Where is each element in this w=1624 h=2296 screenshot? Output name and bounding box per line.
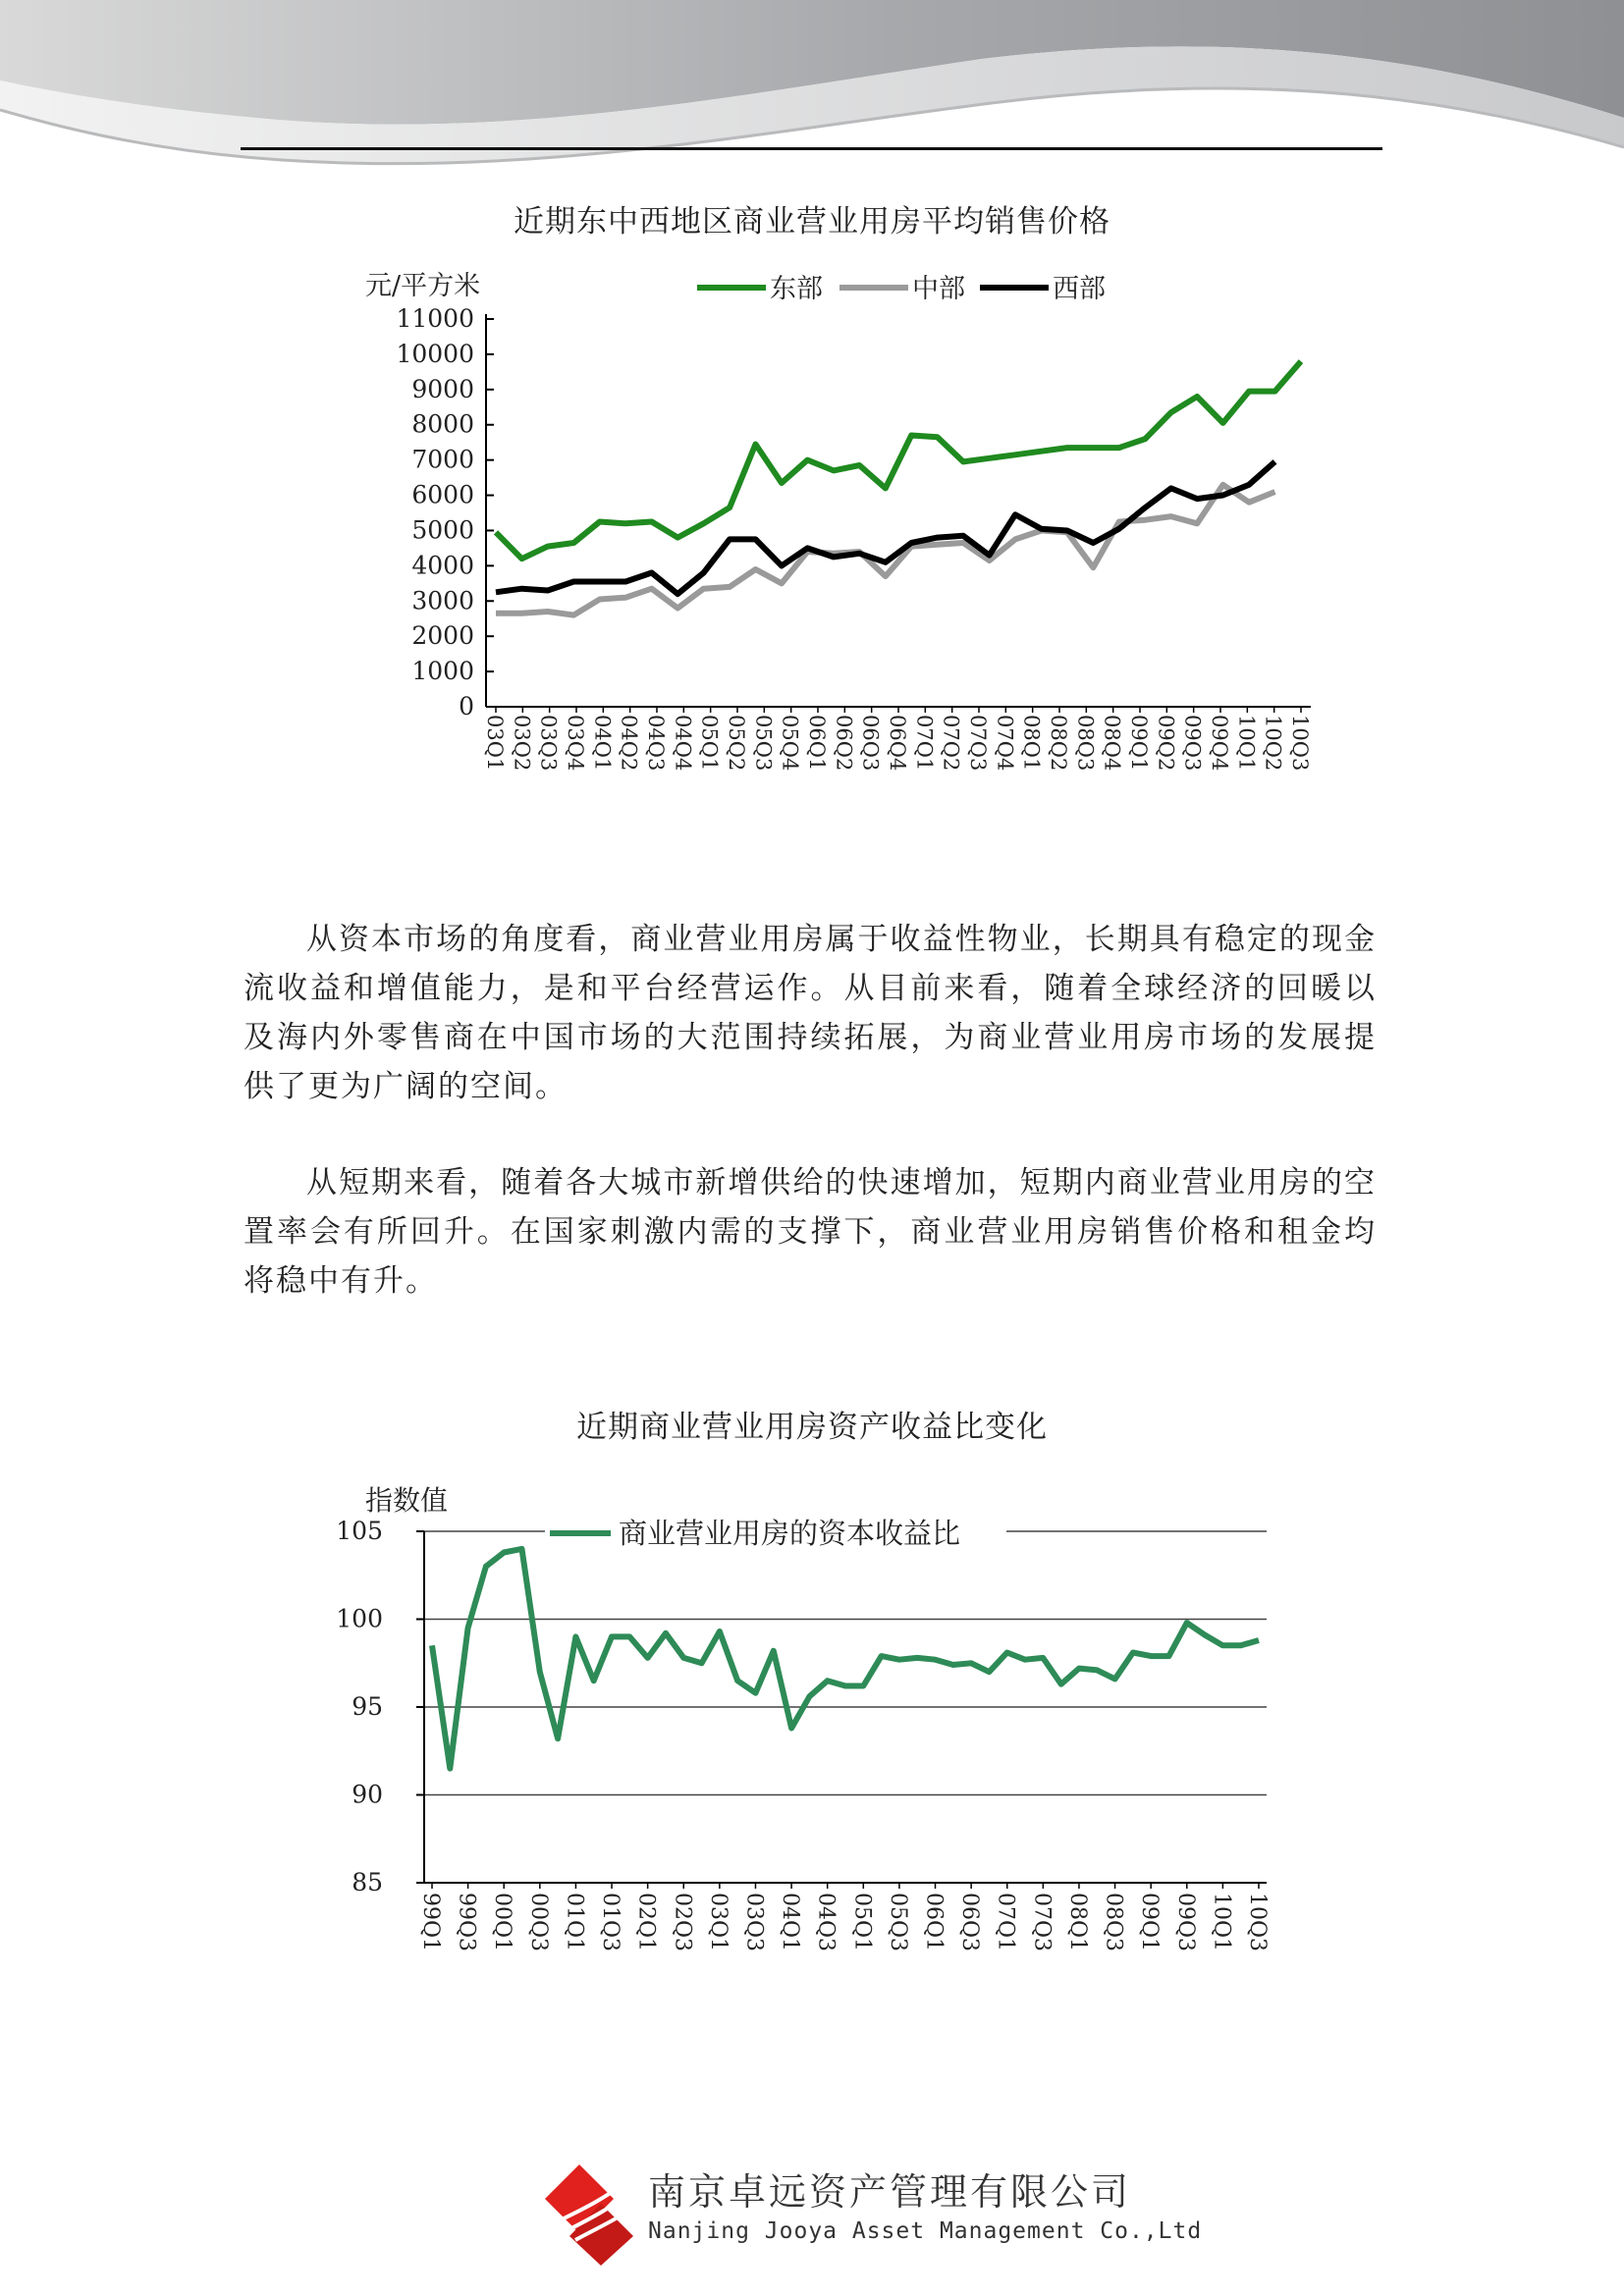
chart1-xtick-label: 07Q1 xyxy=(912,715,937,772)
chart2-xtick-label: 02Q3 xyxy=(670,1893,695,1952)
chart1-ytick-label: 4000 xyxy=(411,551,474,580)
chart2-xtick-label: 07Q1 xyxy=(993,1893,1018,1952)
chart1-ytick-label: 11000 xyxy=(396,304,474,333)
chart2-xtick-label: 04Q3 xyxy=(813,1893,839,1952)
chart1-xtick-label: 06Q2 xyxy=(832,715,856,772)
chart1-xtick-label: 09Q3 xyxy=(1180,715,1205,772)
chart1-xtick-label: 09Q1 xyxy=(1127,715,1151,772)
paragraph-capital-market: 从资本市场的角度看，商业营业用房属于收益性物业，长期具有稳定的现金流收益和增值能力，是和平台经营运作。从目前来看，随着全球经济的回暖以及海内外零售商在中国市场的大范围持续拓展，为商业营业用房市场的发展提供了更为广阔的空间。 xyxy=(244,922,1377,1104)
chart1-xtick-label: 07Q2 xyxy=(939,715,963,772)
chart2-xtick-label: 01Q3 xyxy=(598,1893,623,1952)
chart2-ytick-label: 105 xyxy=(336,1517,383,1545)
chart1-xtick-label: 05Q2 xyxy=(725,715,748,772)
chart1-ytick-label: 6000 xyxy=(411,480,474,509)
chart1-xtick-label: 05Q3 xyxy=(751,715,776,772)
chart1-xtick-label: 09Q4 xyxy=(1208,715,1231,772)
chart2-xtick-label: 06Q1 xyxy=(921,1893,947,1952)
chart2-yield-ratio-line-chart xyxy=(0,1472,1624,2002)
chart1-ytick-label: 5000 xyxy=(411,515,474,545)
chart1-title: 近期东中西地区商业营业用房平均销售价格 xyxy=(514,204,1110,240)
chart2-xtick-label: 02Q1 xyxy=(633,1893,659,1952)
chart1-xtick-label: 03Q3 xyxy=(536,715,561,772)
chart1-xtick-label: 09Q2 xyxy=(1154,715,1178,772)
chart1-xtick-label: 08Q4 xyxy=(1100,715,1124,772)
chart1-xtick-label: 03Q1 xyxy=(483,715,507,772)
chart1-xtick-label: 08Q2 xyxy=(1047,715,1070,772)
chart2-ytick-label: 95 xyxy=(352,1692,383,1721)
chart1-series-line-0 xyxy=(496,361,1301,559)
company-name-cn: 南京卓远资产管理有限公司 xyxy=(648,2170,1132,2214)
chart2-xtick-label: 09Q3 xyxy=(1172,1893,1198,1952)
chart2-xtick-label: 05Q1 xyxy=(849,1893,875,1952)
chart2-title: 近期商业营业用房资产收益比变化 xyxy=(576,1410,1048,1445)
chart2-ytick-label: 85 xyxy=(352,1868,383,1896)
chart2-xtick-label: 01Q1 xyxy=(562,1893,587,1952)
chart1-xtick-label: 03Q2 xyxy=(510,715,534,772)
chart1-price-line-chart xyxy=(0,255,1624,805)
chart1-xtick-label: 06Q1 xyxy=(805,715,829,772)
chart1-ytick-label: 9000 xyxy=(411,374,474,403)
chart2-ylabel: 指数值 xyxy=(365,1484,449,1517)
header-rule xyxy=(241,147,1382,150)
chart1-xtick-label: 04Q1 xyxy=(590,715,615,772)
chart1-xtick-label: 05Q4 xyxy=(778,715,802,772)
chart2-xtick-label: 05Q3 xyxy=(885,1893,910,1952)
chart1-xtick-label: 03Q4 xyxy=(564,715,587,772)
chart1-ytick-label: 7000 xyxy=(411,445,474,474)
chart2-xtick-label: 09Q1 xyxy=(1137,1893,1163,1952)
chart1-ylabel: 元/平方米 xyxy=(365,271,481,301)
chart2-xtick-label: 03Q1 xyxy=(705,1893,731,1952)
chart1-ytick-label: 2000 xyxy=(411,621,474,651)
chart2-xtick-label: 06Q3 xyxy=(957,1893,983,1952)
chart1-xtick-label: 08Q3 xyxy=(1073,715,1098,772)
chart1-xtick-label: 10Q1 xyxy=(1234,715,1259,772)
chart1-legend-label: 西部 xyxy=(1053,274,1106,304)
company-name-en: Nanjing Jooya Asset Management Co.,Ltd xyxy=(648,2218,1203,2244)
chart1-ytick-label: 3000 xyxy=(411,586,474,615)
chart2-xtick-label: 08Q1 xyxy=(1064,1893,1090,1952)
chart1-ytick-label: 1000 xyxy=(411,657,474,686)
chart2-legend-label: 商业营业用房的资本收益比 xyxy=(619,1517,961,1550)
chart1-xtick-label: 04Q2 xyxy=(617,715,641,772)
chart2-xtick-label: 07Q3 xyxy=(1029,1893,1055,1952)
red-diamond-logo-icon xyxy=(540,2160,648,2268)
chart2-xtick-label: 99Q1 xyxy=(418,1893,443,1952)
chart1-xtick-label: 05Q1 xyxy=(697,715,722,772)
chart1-ytick-label: 10000 xyxy=(396,339,474,368)
chart1-xtick-label: 08Q1 xyxy=(1019,715,1044,772)
chart1-xtick-label: 06Q4 xyxy=(886,715,909,772)
chart1-xtick-label: 07Q3 xyxy=(966,715,990,772)
chart2-xtick-label: 00Q3 xyxy=(525,1893,551,1952)
chart2-xtick-label: 10Q1 xyxy=(1209,1893,1234,1952)
paragraph-short-term: 从短期来看，随着各大城市新增供给的快速增加，短期内商业营业用房的空置率会有所回升。在国家刺激内需的支撑下，商业营业用房销售价格和租金均将稳中有升。 xyxy=(244,1165,1377,1299)
chart1-legend-label: 东部 xyxy=(770,274,823,304)
chart2-xtick-label: 10Q3 xyxy=(1245,1893,1270,1952)
chart1-ytick-label: 0 xyxy=(459,692,474,721)
chart1-series-line-1 xyxy=(496,485,1275,615)
chart1-xtick-label: 10Q3 xyxy=(1288,715,1312,772)
chart1-xtick-label: 04Q4 xyxy=(671,715,695,772)
chart2-xtick-label: 99Q3 xyxy=(454,1893,479,1952)
chart1-xtick-label: 10Q2 xyxy=(1261,715,1285,772)
chart2-series-line xyxy=(432,1549,1259,1769)
footer xyxy=(540,2160,1203,2268)
chart1-legend-label: 中部 xyxy=(912,274,965,304)
chart2-ytick-label: 90 xyxy=(352,1780,383,1809)
chart2-xtick-label: 03Q3 xyxy=(741,1893,767,1952)
chart1-xtick-label: 07Q4 xyxy=(993,715,1017,772)
chart1-xtick-label: 06Q3 xyxy=(858,715,883,772)
chart2-xtick-label: 08Q3 xyxy=(1101,1893,1126,1952)
chart2-ytick-label: 100 xyxy=(336,1604,383,1633)
chart1-ytick-label: 8000 xyxy=(411,409,474,439)
chart2-xtick-label: 00Q1 xyxy=(490,1893,515,1952)
chart1-xtick-label: 04Q3 xyxy=(644,715,668,772)
chart2-xtick-label: 04Q1 xyxy=(778,1893,803,1952)
header-wave-decoration xyxy=(0,0,1624,206)
